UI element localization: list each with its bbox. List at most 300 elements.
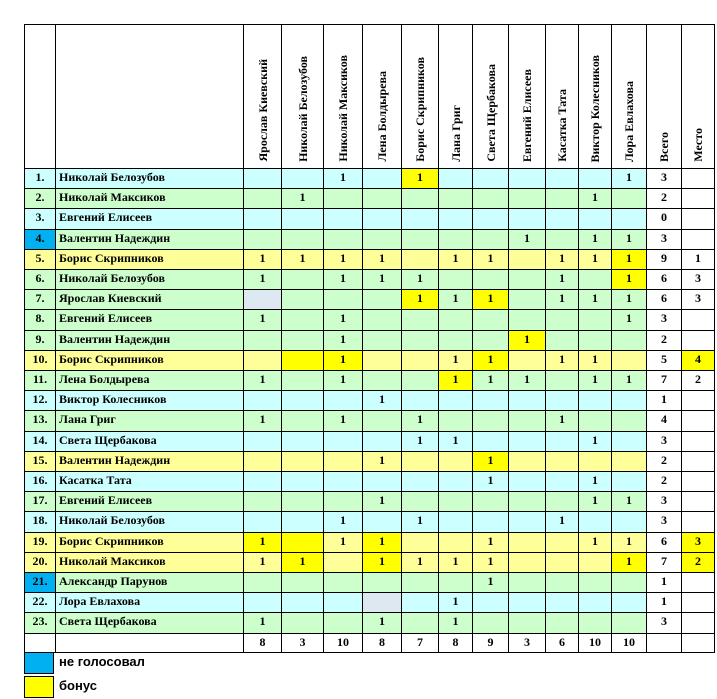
total-cell: 7 <box>646 370 682 391</box>
vote-cell <box>243 491 282 512</box>
vote-cell: 1 <box>243 370 282 391</box>
vote-cell <box>578 572 612 593</box>
row-number: 1. <box>24 168 56 189</box>
vote-cell: 1 <box>508 330 546 351</box>
vote-cell <box>578 309 612 331</box>
vote-cell: 1 <box>323 309 363 331</box>
column-total: 3 <box>281 633 324 653</box>
vote-cell: 1 <box>438 350 473 371</box>
vote-cell <box>243 592 282 613</box>
vote-cell <box>243 188 282 209</box>
vote-cell <box>362 309 402 331</box>
legend-label: не голосовал <box>59 654 145 669</box>
vote-cell <box>401 249 439 270</box>
vote-cell <box>545 229 579 250</box>
vote-cell <box>401 491 439 512</box>
vote-cell: 1 <box>578 370 612 391</box>
column-header-label: Николай Максиков <box>336 55 350 162</box>
column-header-label: Евгений Елисеев <box>520 68 534 162</box>
vote-cell <box>438 269 473 290</box>
vote-cell: 1 <box>508 370 546 391</box>
vote-cell <box>578 330 612 351</box>
vote-cell: 1 <box>362 552 402 573</box>
vote-cell <box>578 451 612 472</box>
row-number: 9. <box>24 330 56 351</box>
column-total: 8 <box>362 633 402 653</box>
vote-cell <box>578 612 612 634</box>
vote-cell <box>438 410 473 432</box>
total-cell: 3 <box>646 229 682 250</box>
row-number: 6. <box>24 269 56 290</box>
vote-cell: 1 <box>472 471 509 492</box>
column-header <box>243 24 282 169</box>
column-header-label: Место <box>691 128 705 162</box>
vote-cell <box>401 330 439 351</box>
column-header-label: Николай Белозубов <box>295 56 310 162</box>
column-header <box>472 24 509 169</box>
row-number: 4. <box>24 229 56 250</box>
vote-cell <box>508 552 546 573</box>
vote-cell <box>401 471 439 492</box>
vote-cell <box>472 390 509 411</box>
row-number: 10. <box>24 350 56 371</box>
total-cell: 3 <box>646 511 682 533</box>
column-header-label: Света Щербакова <box>483 64 498 162</box>
vote-cell <box>281 330 324 351</box>
column-total: 10 <box>611 633 647 653</box>
vote-cell <box>401 208 439 230</box>
place-cell <box>681 592 715 613</box>
row-number: 5. <box>24 249 56 270</box>
total-cell: 3 <box>646 491 682 512</box>
vote-cell <box>243 451 282 472</box>
vote-cell <box>508 572 546 593</box>
vote-cell: 1 <box>472 249 509 270</box>
vote-cell <box>578 410 612 432</box>
vote-cell: 1 <box>611 249 647 270</box>
vote-cell <box>323 229 363 250</box>
total-cell: 3 <box>646 168 682 189</box>
vote-cell <box>243 229 282 250</box>
place-cell <box>681 390 715 411</box>
voter-name: Евгений Елисеев <box>55 208 244 230</box>
vote-cell: 1 <box>362 390 402 411</box>
vote-cell <box>281 390 324 411</box>
vote-cell <box>545 592 579 613</box>
row-number: 2. <box>24 188 56 209</box>
vote-cell: 1 <box>578 431 612 452</box>
place-cell <box>681 410 715 432</box>
vote-cell: 1 <box>545 269 579 290</box>
vote-cell <box>362 572 402 593</box>
total-cell: 2 <box>646 471 682 492</box>
vote-cell <box>243 471 282 492</box>
vote-cell <box>401 370 439 391</box>
vote-cell <box>438 168 473 189</box>
vote-cell <box>611 612 647 634</box>
vote-cell <box>243 330 282 351</box>
vote-cell <box>438 229 473 250</box>
place-cell <box>681 491 715 512</box>
vote-cell <box>401 572 439 593</box>
vote-cell <box>578 168 612 189</box>
total-cell: 7 <box>646 552 682 573</box>
place-cell <box>681 471 715 492</box>
vote-cell: 1 <box>281 552 324 573</box>
vote-cell: 1 <box>578 249 612 270</box>
voter-name: Валентин Надеждин <box>55 229 244 250</box>
row-number: 23. <box>24 612 56 634</box>
vote-cell <box>362 208 402 230</box>
vote-cell: 1 <box>323 330 363 351</box>
vote-cell <box>323 390 363 411</box>
column-total: 9 <box>472 633 509 653</box>
column-header <box>508 24 546 169</box>
column-header-label: Ярослав Киевский <box>255 59 270 162</box>
vote-cell: 1 <box>323 370 363 391</box>
vote-cell <box>401 188 439 209</box>
column-total: 6 <box>545 633 579 653</box>
vote-cell: 1 <box>438 552 473 573</box>
totals-row-label <box>55 633 244 653</box>
vote-cell <box>281 491 324 512</box>
vote-cell: 1 <box>323 410 363 432</box>
vote-cell: 1 <box>362 249 402 270</box>
place-cell <box>681 229 715 250</box>
row-number: 22. <box>24 592 56 613</box>
vote-cell <box>281 370 324 391</box>
vote-cell <box>545 491 579 512</box>
vote-cell: 1 <box>401 552 439 573</box>
row-number: 14. <box>24 431 56 452</box>
vote-cell: 1 <box>438 370 473 391</box>
vote-cell <box>281 532 324 553</box>
voter-name: Лана Григ <box>55 410 244 432</box>
voter-name: Ярослав Киевский <box>55 289 244 310</box>
row-number: 16. <box>24 471 56 492</box>
vote-cell: 1 <box>243 269 282 290</box>
row-number: 17. <box>24 491 56 512</box>
vote-cell <box>401 350 439 371</box>
vote-cell <box>545 168 579 189</box>
legend-label: бонус <box>59 678 97 693</box>
vote-cell <box>611 208 647 230</box>
vote-cell: 1 <box>401 269 439 290</box>
totals-row-num <box>24 633 56 653</box>
vote-cell: 1 <box>243 612 282 634</box>
column-total: 3 <box>508 633 546 653</box>
vote-cell <box>578 390 612 411</box>
vote-cell: 1 <box>401 431 439 452</box>
column-total: 8 <box>438 633 473 653</box>
place-cell <box>681 572 715 593</box>
vote-cell: 1 <box>472 370 509 391</box>
vote-cell: 1 <box>243 249 282 270</box>
vote-cell: 1 <box>578 491 612 512</box>
vote-cell: 1 <box>545 511 579 533</box>
voter-name: Евгений Елисеев <box>55 491 244 512</box>
vote-cell <box>545 309 579 331</box>
column-header-label: Касатка Тата <box>555 89 569 162</box>
vote-cell <box>472 410 509 432</box>
vote-cell <box>545 208 579 230</box>
column-header-label: Лена Болдырева <box>375 71 389 162</box>
place-cell <box>681 451 715 472</box>
vote-cell <box>323 208 363 230</box>
vote-cell <box>281 471 324 492</box>
column-header <box>362 24 402 169</box>
vote-cell <box>545 471 579 492</box>
vote-cell <box>323 552 363 573</box>
vote-cell <box>545 451 579 472</box>
place-cell <box>681 188 715 209</box>
total-cell: 1 <box>646 390 682 411</box>
vote-cell <box>438 330 473 351</box>
vote-cell: 1 <box>611 552 647 573</box>
vote-cell <box>611 572 647 593</box>
vote-cell: 1 <box>401 289 439 310</box>
vote-cell <box>281 572 324 593</box>
vote-cell: 1 <box>438 289 473 310</box>
vote-cell <box>281 592 324 613</box>
vote-cell <box>323 612 363 634</box>
vote-cell <box>508 390 546 411</box>
vote-cell <box>362 168 402 189</box>
column-header-label: Виктор Колесников <box>588 54 602 162</box>
vote-cell <box>472 592 509 613</box>
vote-cell: 1 <box>508 229 546 250</box>
totals-row-total <box>646 633 682 653</box>
vote-cell <box>472 612 509 634</box>
total-cell: 3 <box>646 431 682 452</box>
vote-cell <box>323 572 363 593</box>
vote-cell <box>281 451 324 472</box>
vote-cell <box>438 309 473 331</box>
vote-cell <box>323 289 363 310</box>
vote-cell <box>545 431 579 452</box>
vote-cell <box>545 188 579 209</box>
vote-cell <box>611 592 647 613</box>
vote-cell: 1 <box>401 410 439 432</box>
header-corner-name <box>55 24 244 169</box>
vote-cell <box>508 168 546 189</box>
column-header <box>401 24 439 169</box>
vote-cell: 1 <box>545 410 579 432</box>
total-cell: 6 <box>646 269 682 290</box>
vote-cell: 1 <box>545 249 579 270</box>
vote-cell: 1 <box>472 552 509 573</box>
vote-cell <box>362 229 402 250</box>
place-cell <box>681 168 715 189</box>
voter-name: Виктор Колесников <box>55 390 244 411</box>
vote-cell: 1 <box>611 370 647 391</box>
vote-cell <box>401 451 439 472</box>
vote-cell <box>508 249 546 270</box>
row-number: 8. <box>24 309 56 331</box>
header-corner-num <box>24 24 56 169</box>
vote-cell: 1 <box>578 532 612 553</box>
vote-cell <box>362 370 402 391</box>
vote-cell <box>362 410 402 432</box>
voter-name: Евгений Елисеев <box>55 309 244 331</box>
vote-cell <box>545 552 579 573</box>
total-cell: 2 <box>646 451 682 472</box>
vote-cell <box>545 572 579 593</box>
vote-cell <box>243 431 282 452</box>
row-number: 11. <box>24 370 56 391</box>
voter-name: Света Щербакова <box>55 431 244 452</box>
vote-cell: 1 <box>578 188 612 209</box>
column-header-label: Лана Григ <box>448 105 463 162</box>
vote-cell: 1 <box>281 188 324 209</box>
vote-cell: 1 <box>578 350 612 371</box>
vote-cell <box>362 330 402 351</box>
voter-name: Николай Белозубов <box>55 269 244 290</box>
vote-cell <box>362 511 402 533</box>
vote-cell <box>401 612 439 634</box>
vote-cell <box>281 431 324 452</box>
total-cell: 2 <box>646 330 682 351</box>
place-cell: 2 <box>681 370 715 391</box>
vote-cell <box>508 431 546 452</box>
row-number: 3. <box>24 208 56 230</box>
row-number: 13. <box>24 410 56 432</box>
vote-cell <box>472 168 509 189</box>
vote-cell: 1 <box>243 309 282 331</box>
vote-cell <box>281 612 324 634</box>
row-number: 12. <box>24 390 56 411</box>
total-cell: 6 <box>646 532 682 553</box>
vote-cell <box>281 269 324 290</box>
vote-cell <box>472 309 509 331</box>
total-cell: 5 <box>646 350 682 371</box>
place-cell <box>681 431 715 452</box>
place-cell: 2 <box>681 552 715 573</box>
vote-cell <box>508 350 546 371</box>
vote-cell: 1 <box>611 269 647 290</box>
vote-cell <box>508 188 546 209</box>
column-header <box>323 24 363 169</box>
vote-cell <box>508 289 546 310</box>
voter-name: Лена Болдырева <box>55 370 244 391</box>
column-total: 8 <box>243 633 282 653</box>
vote-cell <box>508 208 546 230</box>
voter-name: Николай Белозубов <box>55 168 244 189</box>
vote-cell: 1 <box>362 532 402 553</box>
place-cell <box>681 309 715 331</box>
vote-cell <box>611 511 647 533</box>
vote-cell <box>323 431 363 452</box>
vote-cell <box>438 491 473 512</box>
vote-cell: 1 <box>243 410 282 432</box>
place-cell: 3 <box>681 289 715 310</box>
vote-cell <box>472 330 509 351</box>
vote-cell <box>243 168 282 189</box>
vote-cell: 1 <box>323 249 363 270</box>
vote-cell <box>438 390 473 411</box>
vote-cell <box>323 592 363 613</box>
vote-cell <box>362 431 402 452</box>
vote-cell <box>611 188 647 209</box>
total-cell: 3 <box>646 309 682 331</box>
vote-cell <box>281 350 324 371</box>
legend-swatch-yellow <box>24 676 54 698</box>
vote-cell <box>281 309 324 331</box>
vote-cell <box>323 188 363 209</box>
row-number: 19. <box>24 532 56 553</box>
voter-name: Александр Парунов <box>55 572 244 593</box>
vote-cell: 1 <box>611 229 647 250</box>
vote-cell: 1 <box>362 269 402 290</box>
vote-cell <box>545 612 579 634</box>
vote-cell: 1 <box>243 532 282 553</box>
total-cell: 9 <box>646 249 682 270</box>
voter-name: Борис Скрипников <box>55 350 244 371</box>
voter-name: Валентин Надеждин <box>55 330 244 351</box>
vote-cell <box>281 208 324 230</box>
column-header <box>681 24 715 169</box>
vote-cell <box>472 229 509 250</box>
vote-cell <box>508 471 546 492</box>
vote-cell <box>362 592 402 613</box>
column-header <box>438 24 473 169</box>
vote-cell <box>362 471 402 492</box>
vote-cell <box>472 269 509 290</box>
vote-cell <box>323 471 363 492</box>
column-header-label: Всего <box>657 132 671 162</box>
vote-cell: 1 <box>611 491 647 512</box>
vote-cell <box>545 390 579 411</box>
vote-cell <box>438 532 473 553</box>
vote-cell: 1 <box>243 552 282 573</box>
vote-cell: 1 <box>438 612 473 634</box>
vote-cell: 1 <box>578 289 612 310</box>
row-number: 21. <box>24 572 56 593</box>
vote-cell <box>243 350 282 371</box>
place-cell <box>681 208 715 230</box>
total-cell: 1 <box>646 572 682 593</box>
vote-cell <box>323 451 363 472</box>
vote-cell: 1 <box>472 350 509 371</box>
vote-cell <box>243 208 282 230</box>
vote-cell <box>401 309 439 331</box>
vote-cell <box>401 229 439 250</box>
vote-cell: 1 <box>362 612 402 634</box>
vote-cell: 1 <box>438 592 473 613</box>
place-cell <box>681 511 715 533</box>
vote-cell <box>438 188 473 209</box>
vote-cell <box>243 390 282 411</box>
vote-cell <box>508 410 546 432</box>
vote-cell: 1 <box>362 491 402 512</box>
vote-cell <box>611 350 647 371</box>
vote-cell: 1 <box>611 309 647 331</box>
vote-cell <box>243 572 282 593</box>
vote-cell: 1 <box>323 168 363 189</box>
vote-cell <box>611 410 647 432</box>
vote-cell: 1 <box>472 289 509 310</box>
vote-cell <box>281 168 324 189</box>
voter-name: Лора Евлахова <box>55 592 244 613</box>
vote-cell: 1 <box>611 168 647 189</box>
place-cell: 3 <box>681 269 715 290</box>
vote-cell: 1 <box>362 451 402 472</box>
vote-cell <box>472 208 509 230</box>
vote-cell: 1 <box>323 269 363 290</box>
place-cell <box>681 330 715 351</box>
column-header <box>578 24 612 169</box>
vote-cell <box>281 410 324 432</box>
